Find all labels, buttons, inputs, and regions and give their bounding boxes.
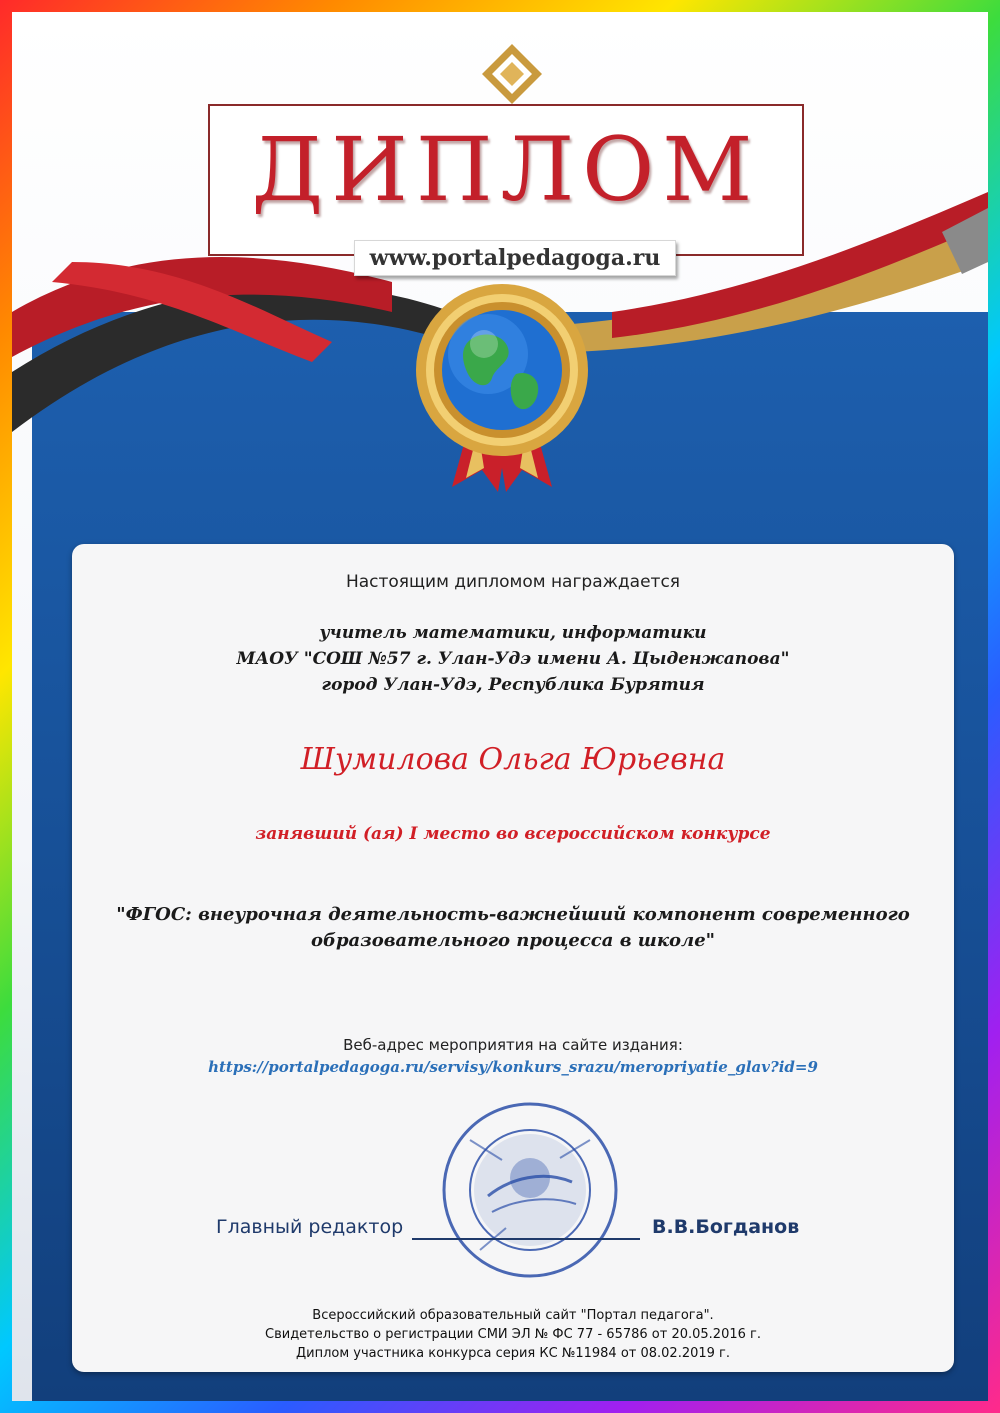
org-line: учитель математики, информатики [319, 623, 707, 643]
signature-label: Главный редактор [216, 1216, 404, 1238]
content-card [72, 544, 954, 1372]
footer-line: Диплом участника конкурса серия КС №11984 от 08.02.2019 г. [295, 1346, 731, 1361]
footer-line: Свидетельство о регистрации СМИ ЭЛ № ФС 77 - 65786 от 20.05.2016 г. [265, 1327, 761, 1342]
awarded-text: Настоящим дипломом награждается [345, 572, 681, 592]
diploma-sheet [12, 12, 988, 1401]
stamp-seal-icon [440, 1100, 620, 1280]
title-frame [208, 104, 804, 256]
diamond-logo-icon [480, 42, 544, 106]
recipient-organization [72, 620, 954, 698]
signature-name: В.В.Богданов [652, 1216, 800, 1238]
org-line: МАОУ "СОШ №57 г. Улан-Удэ имени А. Цыденжапова" [236, 649, 790, 669]
globe-medal-icon [412, 282, 592, 502]
diploma-title: ДИПЛОМ [251, 118, 761, 221]
footer-line: Всероссийский образовательный сайт "Портал педагога". [312, 1308, 714, 1323]
footer-info [72, 1306, 954, 1363]
org-line: город Улан-Удэ, Республика Бурятия [321, 675, 705, 695]
place-text: занявший (ая) I место во всероссийском конкурсе [255, 824, 771, 844]
event-link[interactable]: https://portalpedagoga.ru/servisy/konkurs_srazu/meropriyatie_glav?id=9 [208, 1058, 818, 1076]
web-address-label: Веб-адрес мероприятия на сайте издания: [343, 1036, 683, 1054]
contest-title: "ФГОС: внеурочная деятельность-важнейший компонент современного образовательного процесса в школе" [116, 904, 910, 951]
recipient-name: Шумилова Ольга Юрьевна [300, 742, 726, 777]
site-address-label: www.portalpedagoga.ru [354, 240, 676, 276]
signature-line [412, 1238, 640, 1240]
signature-row [216, 1216, 856, 1246]
